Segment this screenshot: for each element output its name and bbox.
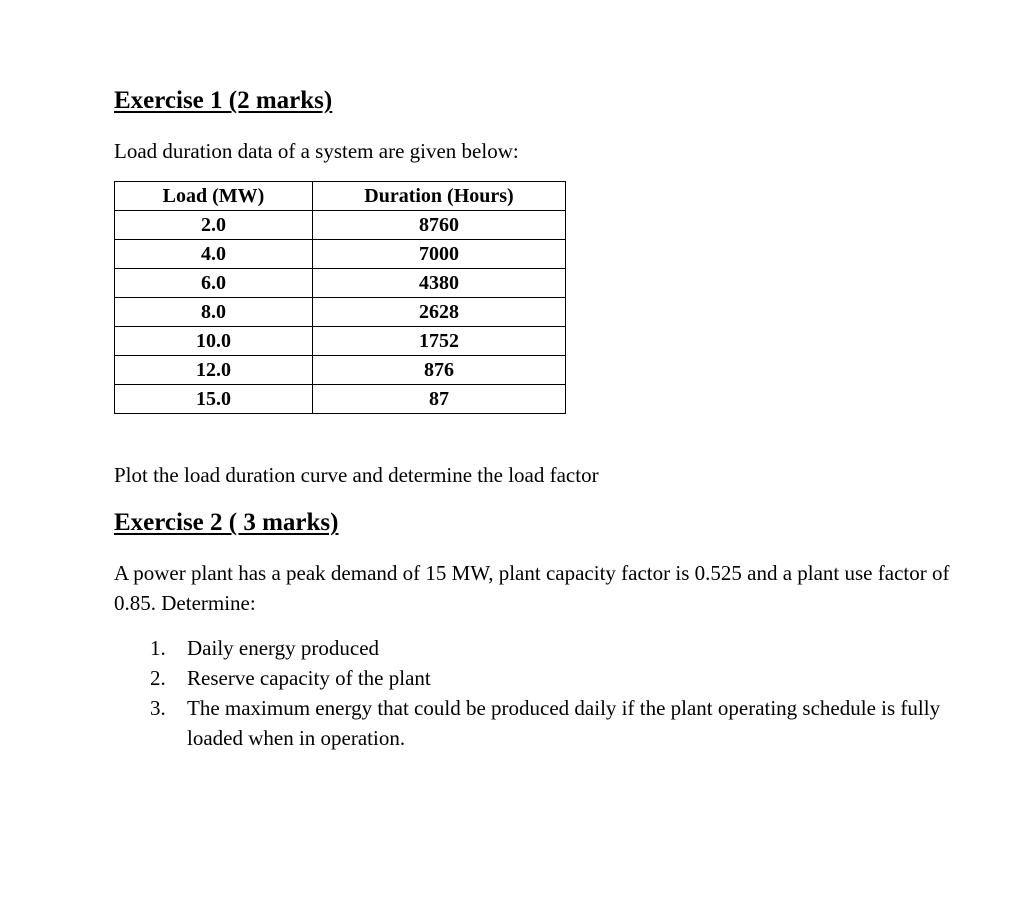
load-duration-table [114, 181, 566, 414]
duration-cell: 4380 [313, 269, 566, 298]
table-row [115, 269, 566, 298]
table-row [115, 385, 566, 414]
duration-cell: 2628 [313, 298, 566, 327]
duration-cell: 8760 [313, 211, 566, 240]
exercise-1-task: Plot the load duration curve and determine the load factor [114, 463, 599, 487]
list-item [114, 633, 994, 663]
table-row [115, 356, 566, 385]
list-item-text: Reserve capacity of the plant [187, 666, 431, 690]
list-item-number: 3. [150, 696, 166, 720]
column-header-load: Load (MW) [115, 182, 313, 211]
exercise-1-heading: Exercise 1 (2 marks) [114, 87, 333, 114]
load-cell: 4.0 [115, 240, 313, 269]
load-cell: 8.0 [115, 298, 313, 327]
load-cell: 12.0 [115, 356, 313, 385]
exercise-2-intro: A power plant has a peak demand of 15 MW, plant capacity factor is 0.525 and a plant use factor of 0.85. Determine: [114, 561, 950, 615]
exercise-1-intro: Load duration data of a system are given below: [114, 139, 519, 163]
table-row [115, 211, 566, 240]
duration-cell: 1752 [313, 327, 566, 356]
table-row [115, 327, 566, 356]
list-item [114, 663, 994, 693]
list-item [114, 693, 994, 753]
table-row [115, 240, 566, 269]
duration-cell: 876 [313, 356, 566, 385]
list-item-number: 1. [150, 636, 166, 660]
list-item-text: Daily energy produced [187, 636, 380, 660]
load-cell: 15.0 [115, 385, 313, 414]
list-item-text: The maximum energy that could be produced daily if the plant operating schedule is fully loaded when in operation. [187, 696, 941, 750]
exercise-2-task-list [114, 633, 994, 753]
duration-cell: 7000 [313, 240, 566, 269]
exercise-2-heading: Exercise 2 ( 3 marks) [114, 509, 339, 536]
table-row [115, 298, 566, 327]
table-header-row [115, 182, 566, 211]
load-cell: 2.0 [115, 211, 313, 240]
list-item-number: 2. [150, 666, 166, 690]
load-cell: 10.0 [115, 327, 313, 356]
load-cell: 6.0 [115, 269, 313, 298]
column-header-duration: Duration (Hours) [313, 182, 566, 211]
duration-cell: 87 [313, 385, 566, 414]
